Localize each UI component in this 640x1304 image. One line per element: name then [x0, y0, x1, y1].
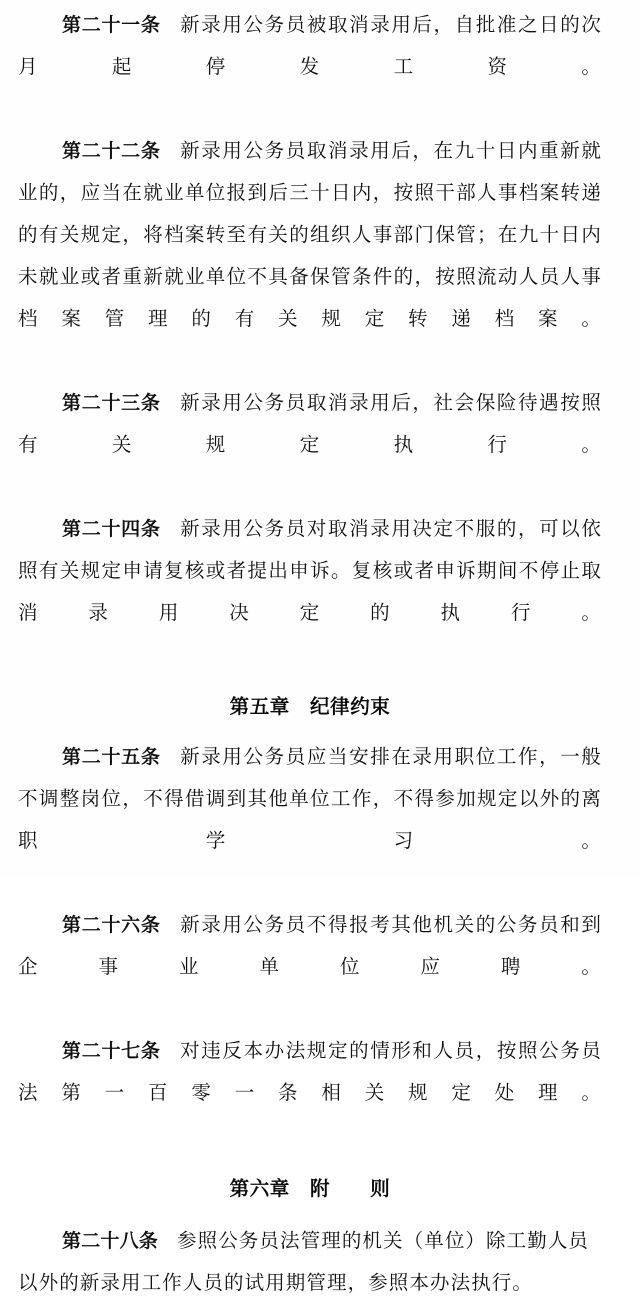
article-28-number: 第二十八条	[62, 1230, 159, 1252]
article-22	[18, 130, 602, 382]
chapter-5-heading: 第五章 纪律约束	[229, 695, 391, 718]
article-24	[18, 508, 602, 676]
article-27	[18, 1030, 602, 1156]
article-21	[18, 4, 602, 130]
article-22-number: 第二十二条	[62, 140, 161, 162]
article-23-number: 第二十三条	[62, 392, 161, 414]
article-23-text: 新录用公务员取消录用后，社会保险待遇按照有关规定执行。	[18, 391, 602, 456]
article-26-text: 新录用公务员不得报考其他机关的公务员和到企事业单位应聘。	[18, 913, 602, 978]
article-27-number: 第二十七条	[62, 1040, 161, 1062]
chapter-6-heading: 第六章 附 则	[229, 1177, 391, 1200]
article-26-number: 第二十六条	[62, 914, 161, 936]
article-27-text: 对违反本办法规定的情形和人员，按照公务员法第一百零一条相关规定处理。	[18, 1039, 602, 1104]
article-21-text: 新录用公务员被取消录用后，自批准之日的次月起停发工资。	[18, 13, 602, 78]
article-23	[18, 382, 602, 508]
article-25	[18, 736, 602, 904]
article-24-number: 第二十四条	[62, 518, 161, 540]
article-25-number: 第二十五条	[62, 746, 161, 768]
article-26	[18, 904, 602, 1030]
article-28-text: 参照公务员法管理的机关（单位）除工勤人员以外的新录用工作人员的试用期管理，参照本办法执行。	[18, 1229, 590, 1294]
article-24-text: 新录用公务员对取消录用决定不服的，可以依照有关规定申请复核或者提出申诉。复核或者申诉期间不停止取消录用决定的执行。	[18, 517, 602, 624]
article-28	[18, 1220, 602, 1304]
document-body	[18, 4, 602, 1304]
article-22-text: 新录用公务员取消录用后，在九十日内重新就业的，应当在就业单位报到后三十日内，按照干部人事档案转递的有关规定，将档案转至有关的组织人事部门保管；在九十日内未就业或者重新就业单位不具备保管条件的，按照流动人员人事档案管理的有关规定转递档案。	[18, 139, 602, 330]
article-25-text: 新录用公务员应当安排在录用职位工作，一般不调整岗位，不得借调到其他单位工作，不得参加规定以外的离职学习。	[18, 745, 602, 852]
article-21-number: 第二十一条	[62, 14, 161, 36]
